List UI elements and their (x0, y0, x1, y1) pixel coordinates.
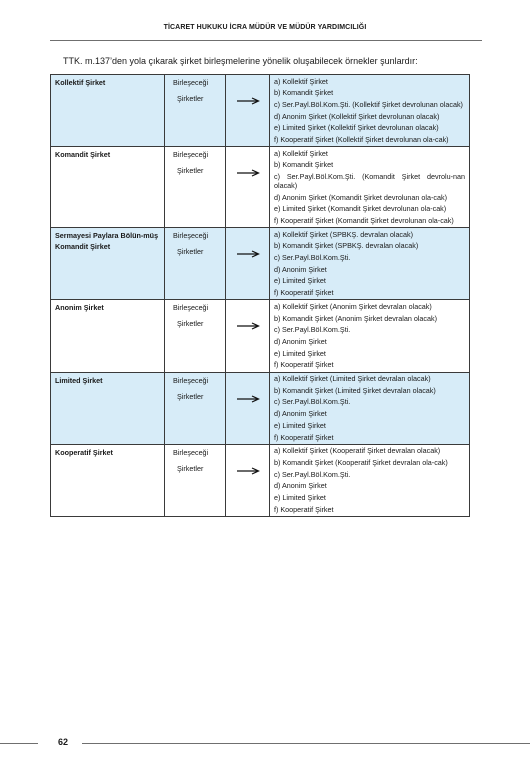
merge-options-cell (270, 372, 470, 444)
merge-option: d) Anonim Şirket (274, 264, 327, 274)
merge-option: c) Ser.Payl.Böl.Kom.Şti. (274, 397, 351, 407)
footer-rule-right (82, 743, 530, 744)
page-number: 62 (58, 737, 69, 747)
company-type-name: Sermayesi Paylara Bölün-müş Komandit Şirket (55, 231, 159, 251)
join-label-line-1: Birleşeceği (173, 303, 209, 313)
table-row (51, 444, 470, 516)
merge-options-cell (270, 75, 470, 147)
join-label-line-2: Şirketler (177, 319, 204, 329)
merge-option: a) Kollektif Şirket (Kooperatif Şirket devralan olacak) (274, 446, 441, 456)
table-row (51, 300, 470, 372)
join-label-cell (165, 228, 226, 300)
join-label-line-2: Şirketler (177, 166, 204, 176)
merge-option: e) Limited Şirket (274, 493, 326, 503)
merge-options-cell (270, 300, 470, 372)
join-label-line-2: Şirketler (177, 463, 204, 473)
company-type-cell (51, 300, 165, 372)
join-label-line-1: Birleşeceği (173, 447, 209, 457)
merge-option: c) Ser.Payl.Böl.Kom.Şti. (274, 469, 351, 479)
right-arrow-icon (226, 300, 269, 330)
join-label-line-1: Birleşeceği (173, 231, 209, 241)
join-label-cell (165, 147, 226, 228)
merge-option: c) Ser.Payl.Böl.Kom.Şti. (Komandit Şirket devrolu-nan olacak) (274, 172, 465, 190)
join-label-cell (165, 75, 226, 147)
join-label-line-1: Birleşeceği (173, 375, 209, 385)
merge-options-cell (270, 444, 470, 516)
arrow-cell (226, 228, 270, 300)
merge-option: f) Kooperatif Şirket (274, 288, 334, 298)
intro-text: TTK. m.137’den yola çıkarak şirket birleşmelerine yönelik oluşabilecek örnekler şunlardır: (63, 56, 418, 66)
merge-options-cell (270, 228, 470, 300)
merge-option: f) Kooperatif Şirket (274, 504, 334, 514)
company-type-name: Kollektif Şirket (55, 78, 106, 87)
company-type-cell (51, 228, 165, 300)
join-label-cell (165, 444, 226, 516)
merge-option: a) Kollektif Şirket (274, 76, 328, 86)
merge-option: d) Anonim Şirket (274, 336, 327, 346)
merge-option: c) Ser.Payl.Böl.Kom.Şti. (Kollektif Şirket devrolunan olacak) (274, 99, 463, 109)
merge-option: f) Kooperatif Şirket (274, 432, 334, 442)
arrow-cell (226, 147, 270, 228)
right-arrow-icon (226, 147, 269, 177)
merge-option: e) Limited Şirket (274, 420, 326, 430)
merge-option: b) Komandit Şirket (Limited Şirket devralan olacak) (274, 385, 436, 395)
header-rule (50, 40, 482, 41)
merge-option: e) Limited Şirket (274, 348, 326, 358)
merger-table (50, 74, 470, 517)
arrow-cell (226, 372, 270, 444)
company-type-name: Kooperatif Şirket (55, 447, 113, 457)
table-row (51, 147, 470, 228)
join-label-cell (165, 372, 226, 444)
merge-option: a) Kollektif Şirket (Limited Şirket devralan olacak) (274, 374, 431, 384)
company-type-cell (51, 147, 165, 228)
join-label-line-2: Şirketler (177, 94, 204, 103)
merge-option: d) Anonim Şirket (274, 481, 327, 491)
merge-option: d) Anonim Şirket (274, 409, 327, 419)
right-arrow-icon (226, 373, 269, 403)
merge-option: c) Ser.Payl.Böl.Kom.Şti. (274, 325, 351, 335)
merge-option: f) Kooperatif Şirket (Kollektif Şirket devrolunan ola-cak) (274, 135, 449, 145)
merge-option: a) Kollektif Şirket (SPBKŞ. devralan olacak) (274, 229, 414, 239)
merge-option: a) Kollektif Şirket (Anonim Şirket devralan olacak) (274, 301, 432, 311)
company-type-name: Anonim Şirket (55, 303, 104, 313)
table-row (51, 228, 470, 300)
join-label-line-2: Şirketler (177, 391, 204, 401)
right-arrow-icon (226, 445, 269, 475)
join-label-line-1: Birleşeceği (173, 150, 209, 160)
merge-option: b) Komandit Şirket (SPBKŞ. devralan olacak) (274, 241, 419, 251)
join-label-cell (165, 300, 226, 372)
merge-option: f) Kooperatif Şirket (Komandit Şirket devrolunan ola-cak) (274, 215, 454, 225)
merge-option: c) Ser.Payl.Böl.Kom.Şti. (274, 253, 351, 263)
join-label-line-2: Şirketler (177, 247, 204, 257)
merge-option: a) Kollektif Şirket (274, 148, 328, 158)
merge-option: d) Anonim Şirket (Kollektif Şirket devrolunan olacak) (274, 111, 440, 121)
running-head: TİCARET HUKUKU İCRA MÜDÜR VE MÜDÜR YARDIMCILIĞI (163, 24, 367, 31)
company-type-name: Limited Şirket (55, 375, 103, 385)
merge-option: b) Komandit Şirket (274, 160, 334, 170)
right-arrow-icon (226, 75, 269, 105)
arrow-cell (226, 75, 270, 147)
company-type-cell (51, 444, 165, 516)
company-type-name: Komandit Şirket (55, 150, 111, 160)
arrow-cell (226, 444, 270, 516)
arrow-cell (226, 300, 270, 372)
table-row (51, 75, 470, 147)
table-row (51, 372, 470, 444)
merge-option: e) Limited Şirket (Kollektif Şirket devrolunan olacak) (274, 123, 439, 133)
merge-option: b) Komandit Şirket (Kooperatif Şirket devralan ola-cak) (274, 458, 448, 467)
company-type-cell (51, 75, 165, 147)
merge-option: b) Komandit Şirket (Anonim Şirket devralan olacak) (274, 313, 437, 323)
merge-options-cell (270, 147, 470, 228)
join-label-line-1: Birleşeceği (173, 78, 209, 87)
footer-rule-left (0, 743, 38, 744)
company-type-cell (51, 372, 165, 444)
right-arrow-icon (226, 228, 269, 258)
merge-option: e) Limited Şirket (274, 276, 326, 286)
merge-option: b) Komandit Şirket (274, 88, 334, 98)
merge-option: e) Limited Şirket (Komandit Şirket devrolunan ola-cak) (274, 204, 447, 214)
merge-option: f) Kooperatif Şirket (274, 360, 334, 370)
merge-option: d) Anonim Şirket (Komandit Şirket devrolunan ola-cak) (274, 192, 447, 202)
